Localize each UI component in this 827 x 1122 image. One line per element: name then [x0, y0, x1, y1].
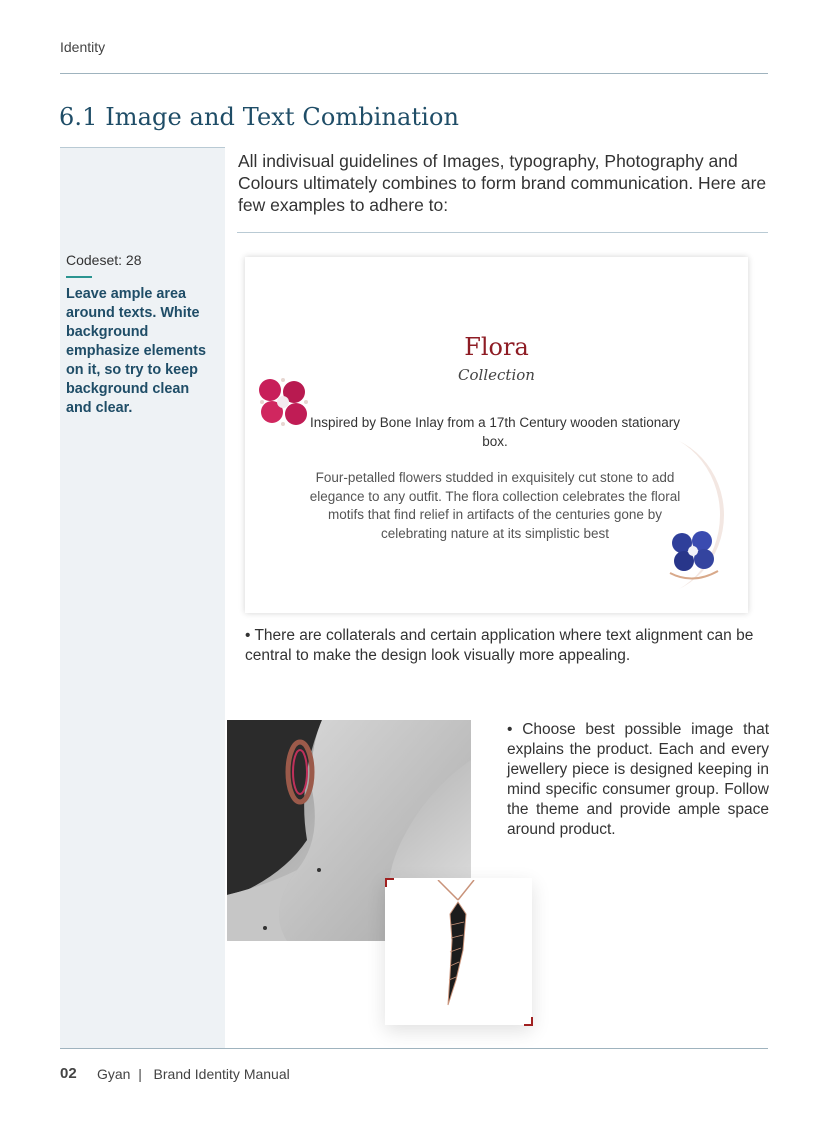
- sidebar-panel: [60, 148, 225, 1048]
- card-subtitle: Collection: [458, 366, 535, 384]
- page-number: 02: [60, 1065, 77, 1082]
- bullet-image-choice: • Choose best possible image that explains the product. Each and every jewellery piece is designed keeping in mind specific consumer group. Follow the theme and provide ample space around product.: [507, 721, 769, 838]
- intro-paragraph: All indivisual guidelines of Images, typography, Photography and Colours ultimately combines to form brand communication. Here are few examples to adhere to:: [238, 151, 767, 215]
- card-description: Four-petalled flowers studded in exquisitely cut stone to add elegance to any outfit. The flora collection celebrates the floral motifs that find relief in artifacts of the centuries gone by celebrating nature at its simplistic best: [309, 470, 681, 541]
- corner-mark-top-left: [385, 878, 394, 887]
- bullet-text-alignment: • There are collaterals and certain application where text alignment can be central to make the design look visually more appealing.: [245, 627, 754, 664]
- header-divider: [60, 73, 768, 74]
- intro-divider: [237, 232, 768, 233]
- footer-manual-title: Gyan | Brand Identity Manual: [97, 1066, 290, 1082]
- footer-divider: [60, 1048, 768, 1049]
- corner-mark-bottom-right: [524, 1017, 533, 1026]
- card-tagline: Inspired by Bone Inlay from a 17th Century wooden stationary box.: [310, 415, 680, 449]
- feather-pendant-icon: [430, 880, 480, 1010]
- sidebar-top-divider: [60, 147, 225, 148]
- card-title: Flora: [464, 333, 529, 361]
- sidebar-note: Leave ample area around texts. White background emphasize elements on it, so try to keep background clean and clear.: [66, 286, 206, 416]
- header-section-label: Identity: [60, 39, 106, 55]
- codeset-accent-line: [66, 276, 92, 278]
- codeset-label: Codeset: 28: [66, 252, 142, 268]
- section-title: 6.1 Image and Text Combination: [59, 103, 460, 131]
